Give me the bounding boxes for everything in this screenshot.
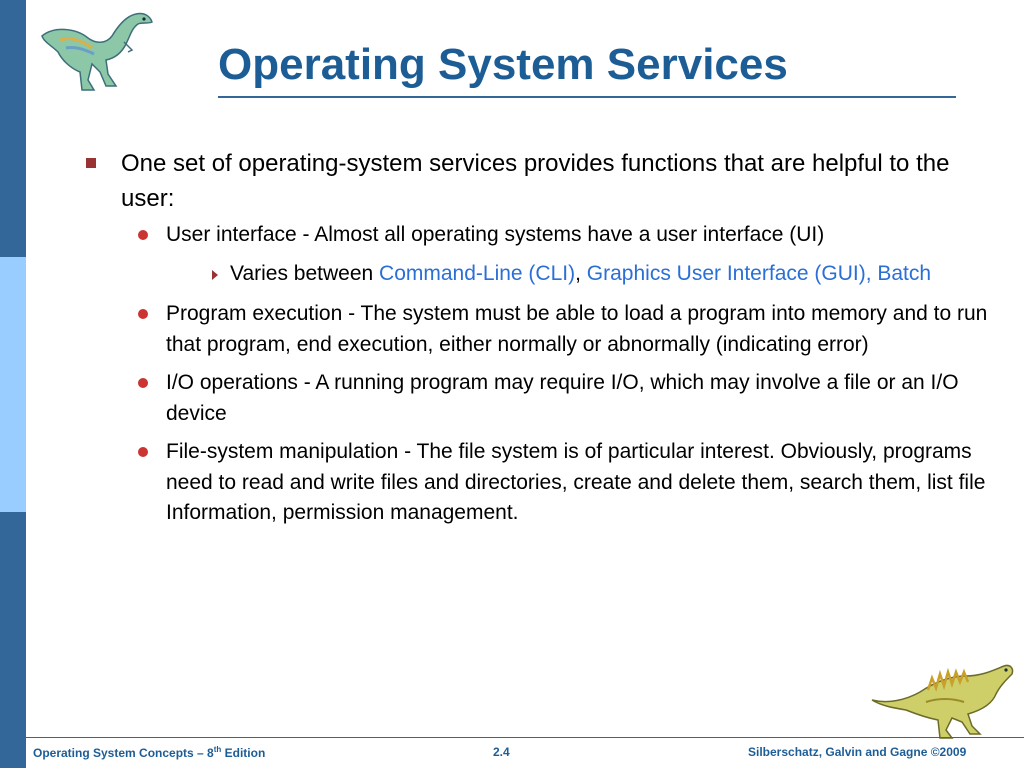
bullet-level3-varies <box>204 259 994 290</box>
bullet-level2-user-interface <box>129 220 994 251</box>
footer-book-prefix: Operating System Concepts – 8 <box>33 746 214 760</box>
bullet-level2-file-system <box>129 437 994 529</box>
slide-title: Operating System Services <box>218 40 788 89</box>
bullet-level2-program-execution <box>129 299 994 360</box>
footer-divider <box>26 737 1024 738</box>
round-bullet-icon <box>138 447 148 457</box>
cli-text: Command-Line (CLI) <box>379 261 576 285</box>
dinosaur-icon <box>868 660 1016 740</box>
bullet-text: File-system manipulation - The file system is of particular interest. Obviously, programs need to read and write files and directories, create and delete them, search them, list file Information, permission management. <box>166 440 986 524</box>
round-bullet-icon <box>138 378 148 388</box>
gui-batch-text: Graphics User Interface (GUI), Batch <box>586 261 932 285</box>
triangle-bullet-icon <box>212 270 218 280</box>
square-bullet-icon <box>86 158 96 168</box>
slide-content <box>84 146 994 537</box>
dinosaur-icon <box>36 8 158 94</box>
footer-book-suffix: Edition <box>221 746 266 760</box>
bullet-text: Program execution - The system must be able to load a program into memory and to run that program, end execution, either normally or abnormally (indicating error) <box>166 302 988 356</box>
bullet-text: I/O operations - A running program may require I/O, which may involve a file or an I/O device <box>166 371 959 425</box>
varies-text: Varies between <box>230 261 380 285</box>
band-top-segment <box>0 0 26 257</box>
bullet-text: User interface - Almost all operating systems have a user interface (UI) <box>166 223 825 246</box>
footer-page-number: 2.4 <box>493 745 510 759</box>
bullet-text: One set of operating-system services provides functions that are helpful to the user: <box>121 150 950 212</box>
left-color-band <box>0 0 26 768</box>
footer-book-sup: th <box>213 745 222 754</box>
round-bullet-icon <box>138 309 148 319</box>
footer-book-title <box>33 745 265 760</box>
band-middle-segment <box>0 257 26 512</box>
band-bottom-segment <box>0 512 26 768</box>
title-underline <box>218 96 956 98</box>
footer-copyright: Silberschatz, Galvin and Gagne ©2009 <box>748 745 967 759</box>
comma-text: , <box>575 261 581 285</box>
round-bullet-icon <box>138 230 148 240</box>
bullet-level2-io-operations <box>129 368 994 429</box>
bullet-level1 <box>84 146 994 216</box>
